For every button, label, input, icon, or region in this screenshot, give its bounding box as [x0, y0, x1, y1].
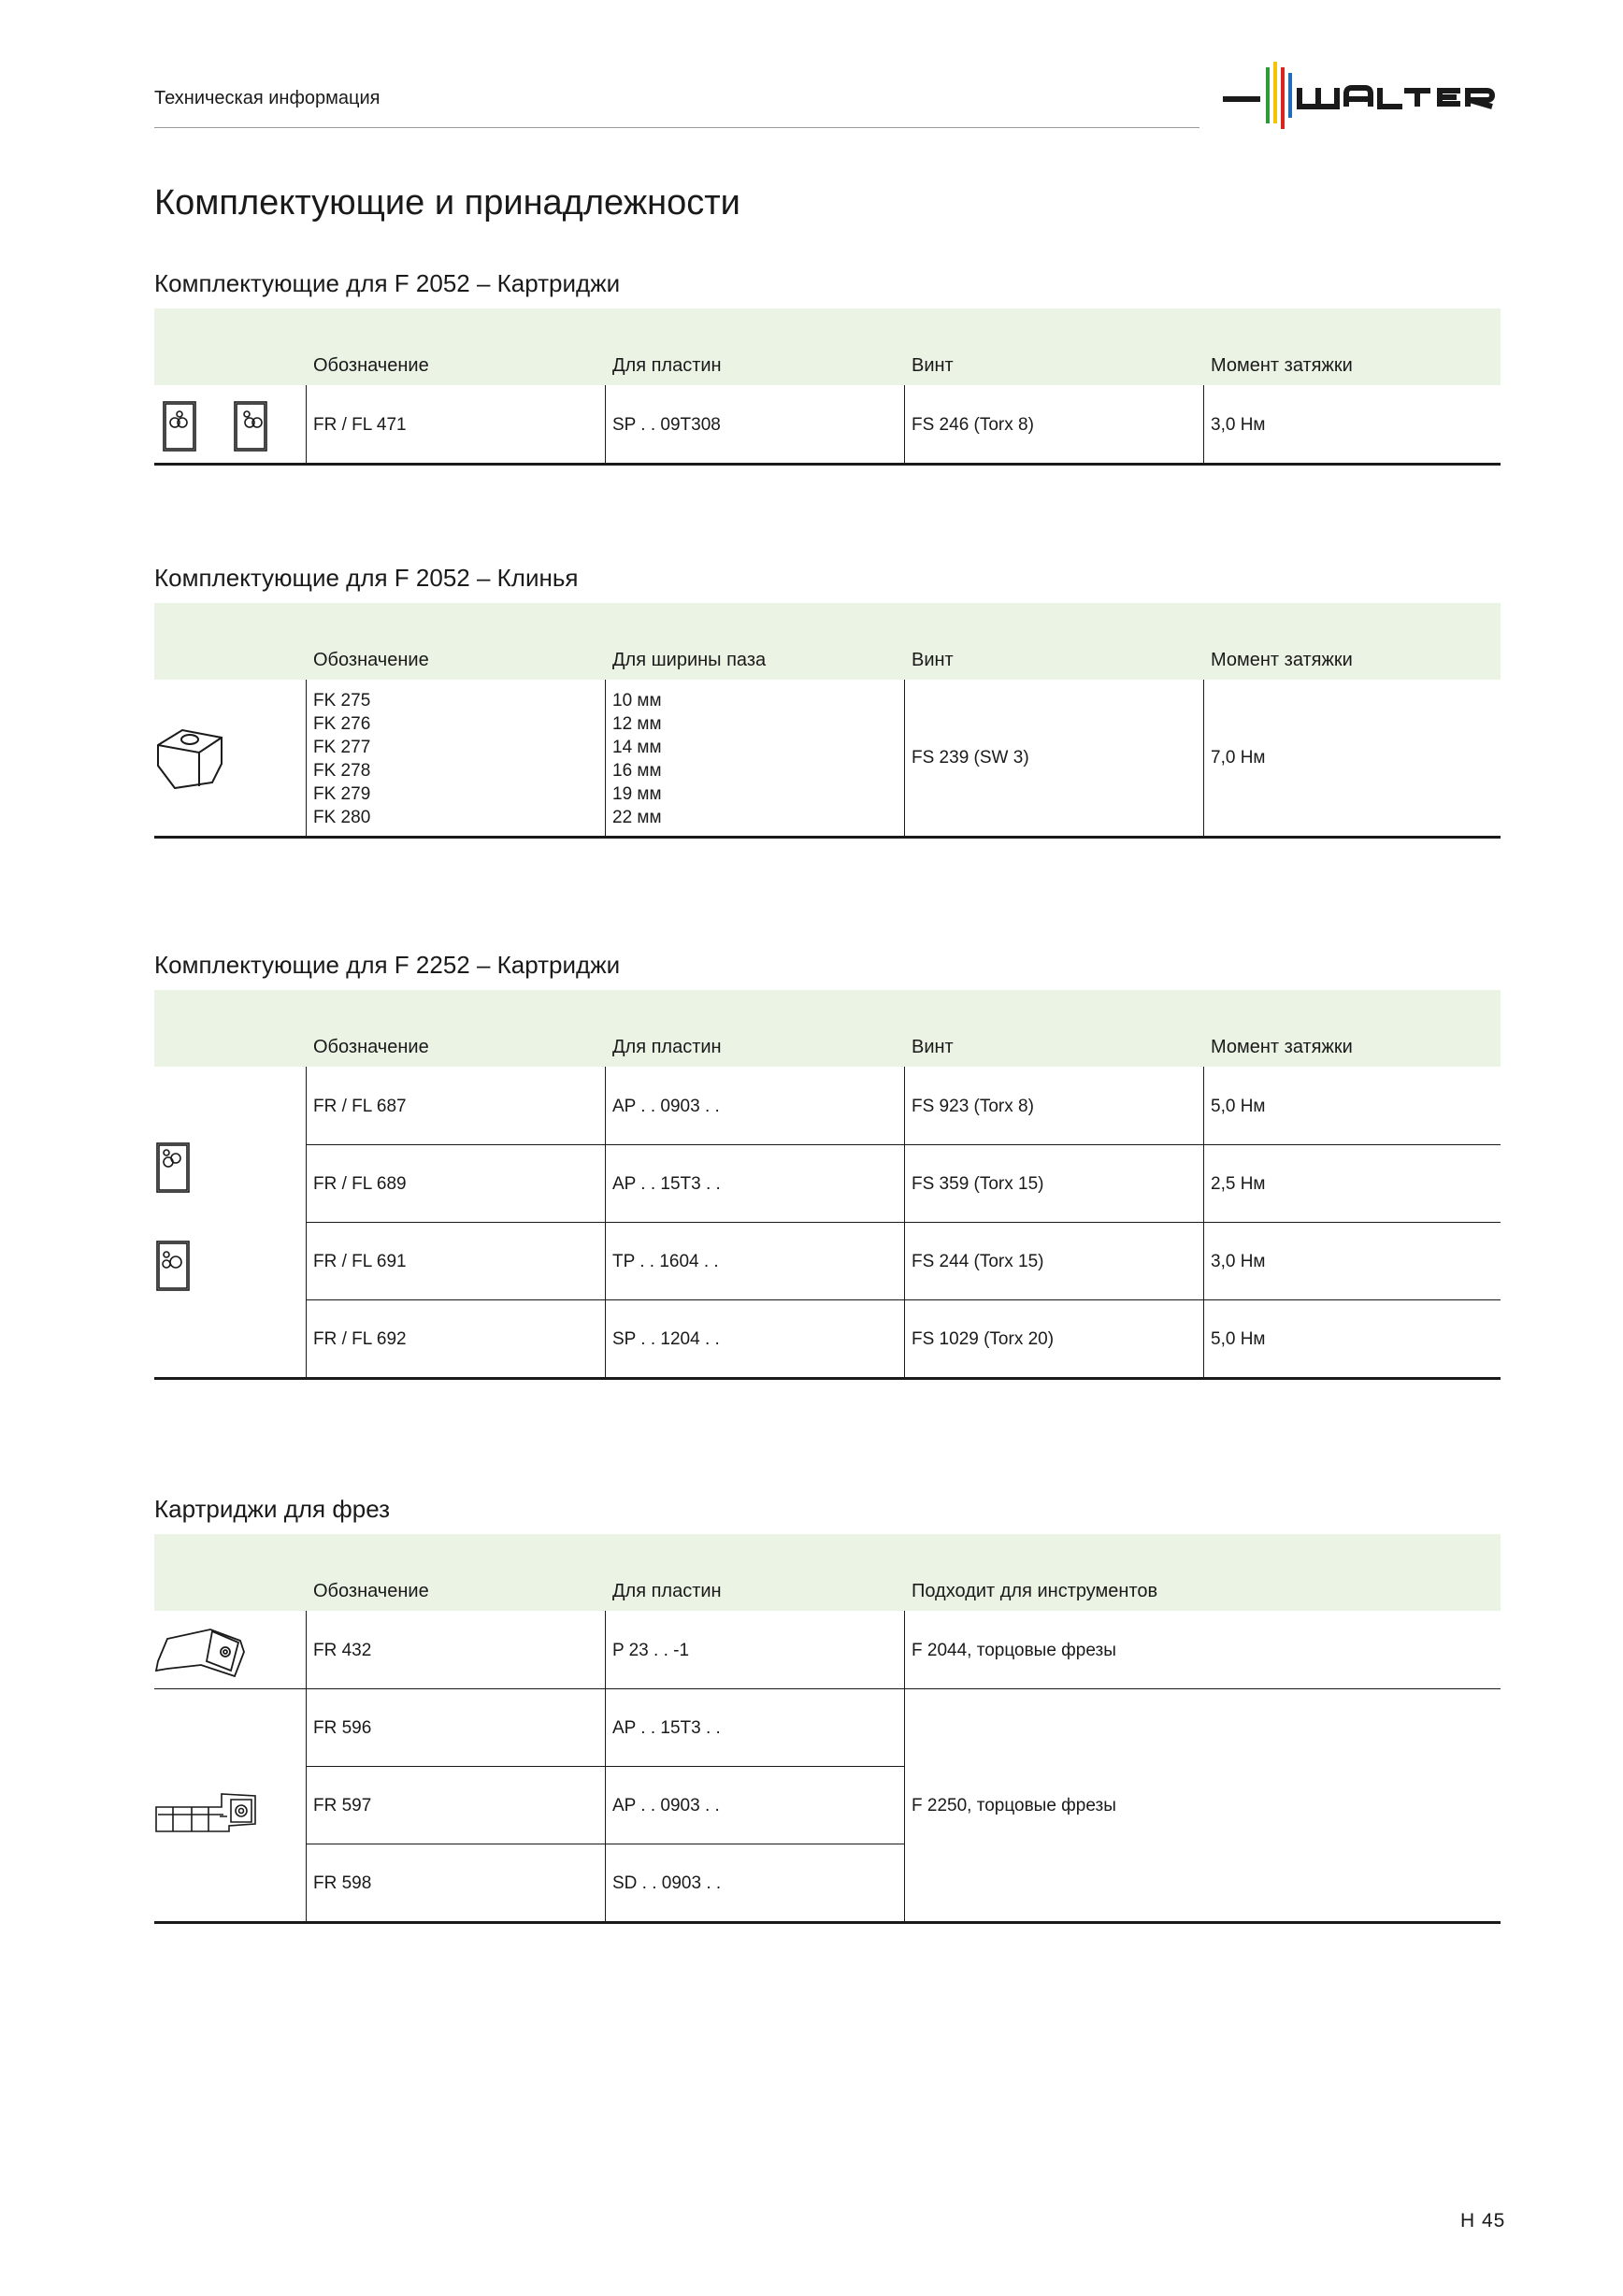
col-header: Для ширины паза [612, 650, 767, 670]
table-cell: F 2044, торцовые фрезы [912, 1641, 1116, 1660]
table-bottom-rule [154, 1377, 1501, 1380]
table-cell: SD . . 0903 . . [612, 1873, 722, 1893]
table-cell: TP . . 1604 . . [612, 1252, 719, 1271]
col-header: Подходит для инструментов [912, 1581, 1158, 1601]
col-header: Винт [912, 1037, 954, 1057]
table-cell: FS 359 (Torx 15) [912, 1174, 1044, 1194]
table-cell: SP . . 09T308 [612, 415, 721, 435]
section-title-f2252-cartridges: Комплектующие для F 2252 – Картриджи [154, 951, 621, 979]
walter-logo [1223, 58, 1503, 137]
col-header: Винт [912, 355, 954, 376]
table-cell: 3,0 Нм [1211, 1252, 1266, 1271]
col-header: Обозначение [313, 650, 429, 670]
section-title-mill-cartridges: Картриджи для фрез [154, 1495, 391, 1523]
cartridge-icon [162, 398, 274, 459]
table-cell: FS 239 (SW 3) [912, 748, 1029, 768]
table-cell: FS 923 (Torx 8) [912, 1097, 1034, 1116]
table-cell: AP . . 15T3 . . [612, 1718, 721, 1738]
table-cell: FS 246 (Torx 8) [912, 415, 1034, 435]
col-header: Момент затяжки [1211, 1037, 1353, 1057]
section-title-f2052-cartridges: Комплектующие для F 2052 – Картриджи [154, 269, 621, 297]
table-cell: FR / FL 689 [313, 1174, 407, 1194]
table-cell: FS 1029 (Torx 20) [912, 1329, 1055, 1349]
cartridge-icon [155, 1140, 193, 1200]
mill-cartridge-icon [154, 1787, 259, 1847]
table-f2052-cartridges [154, 309, 1501, 467]
mill-cartridge-icon [154, 1624, 248, 1685]
table-cell: FR 596 [313, 1718, 372, 1738]
col-header: Винт [912, 650, 954, 670]
table-f2052-wedges [154, 603, 1501, 841]
table-cell: FR / FL 691 [313, 1252, 407, 1271]
table-cell: AP . . 0903 . . [612, 1097, 720, 1116]
table-cell: FR / FL 687 [313, 1097, 407, 1116]
table-mill-cartridges [154, 1534, 1501, 1927]
table-cell: 5,0 Нм [1211, 1329, 1266, 1349]
table-cell: SP . . 1204 . . [612, 1329, 720, 1349]
col-header: Обозначение [313, 1037, 429, 1057]
table-cell: FR 432 [313, 1641, 372, 1660]
table-cell: AP . . 0903 . . [612, 1796, 720, 1815]
table-cell: 3,0 Нм [1211, 415, 1266, 435]
header-rule [154, 127, 1199, 128]
table-bottom-rule [154, 463, 1501, 466]
table-cell: F 2250, торцовые фрезы [912, 1796, 1116, 1815]
wedge-icon [154, 719, 229, 798]
section-title-f2052-wedges: Комплектующие для F 2052 – Клинья [154, 564, 579, 592]
page-number: H 45 [1460, 2210, 1506, 2231]
table-cell: 2,5 Нм [1211, 1174, 1266, 1194]
table-cell: P 23 . . -1 [612, 1641, 690, 1660]
table-cell: FR 597 [313, 1796, 372, 1815]
table-cell: FR / FL 471 [313, 415, 407, 435]
col-header: Обозначение [313, 1581, 429, 1601]
table-cell: FR / FL 692 [313, 1329, 407, 1349]
table-cell: FS 244 (Torx 15) [912, 1252, 1044, 1271]
table-cell: 10 мм 12 мм 14 мм 16 мм 19 мм 22 мм [612, 691, 662, 827]
col-header: Обозначение [313, 355, 429, 376]
table-f2252-cartridges [154, 990, 1501, 1383]
table-cell: 7,0 Нм [1211, 748, 1266, 768]
page-title: Комплектующие и принадлежности [154, 183, 740, 222]
col-header: Для пластин [612, 1037, 722, 1057]
table-bottom-rule [154, 1921, 1501, 1924]
table-cell: FR 598 [313, 1873, 372, 1893]
col-header: Момент затяжки [1211, 650, 1353, 670]
col-header: Для пластин [612, 355, 722, 376]
table-cell: AP . . 15T3 . . [612, 1174, 721, 1194]
table-bottom-rule [154, 836, 1501, 839]
header-section-label: Техническая информация [154, 88, 381, 108]
table-cell: 5,0 Нм [1211, 1097, 1266, 1116]
table-cell: FK 275 FK 276 FK 277 FK 278 FK 279 FK 280 [313, 691, 371, 827]
col-header: Момент затяжки [1211, 355, 1353, 376]
col-header: Для пластин [612, 1581, 722, 1601]
cartridge-icon [155, 1238, 193, 1299]
